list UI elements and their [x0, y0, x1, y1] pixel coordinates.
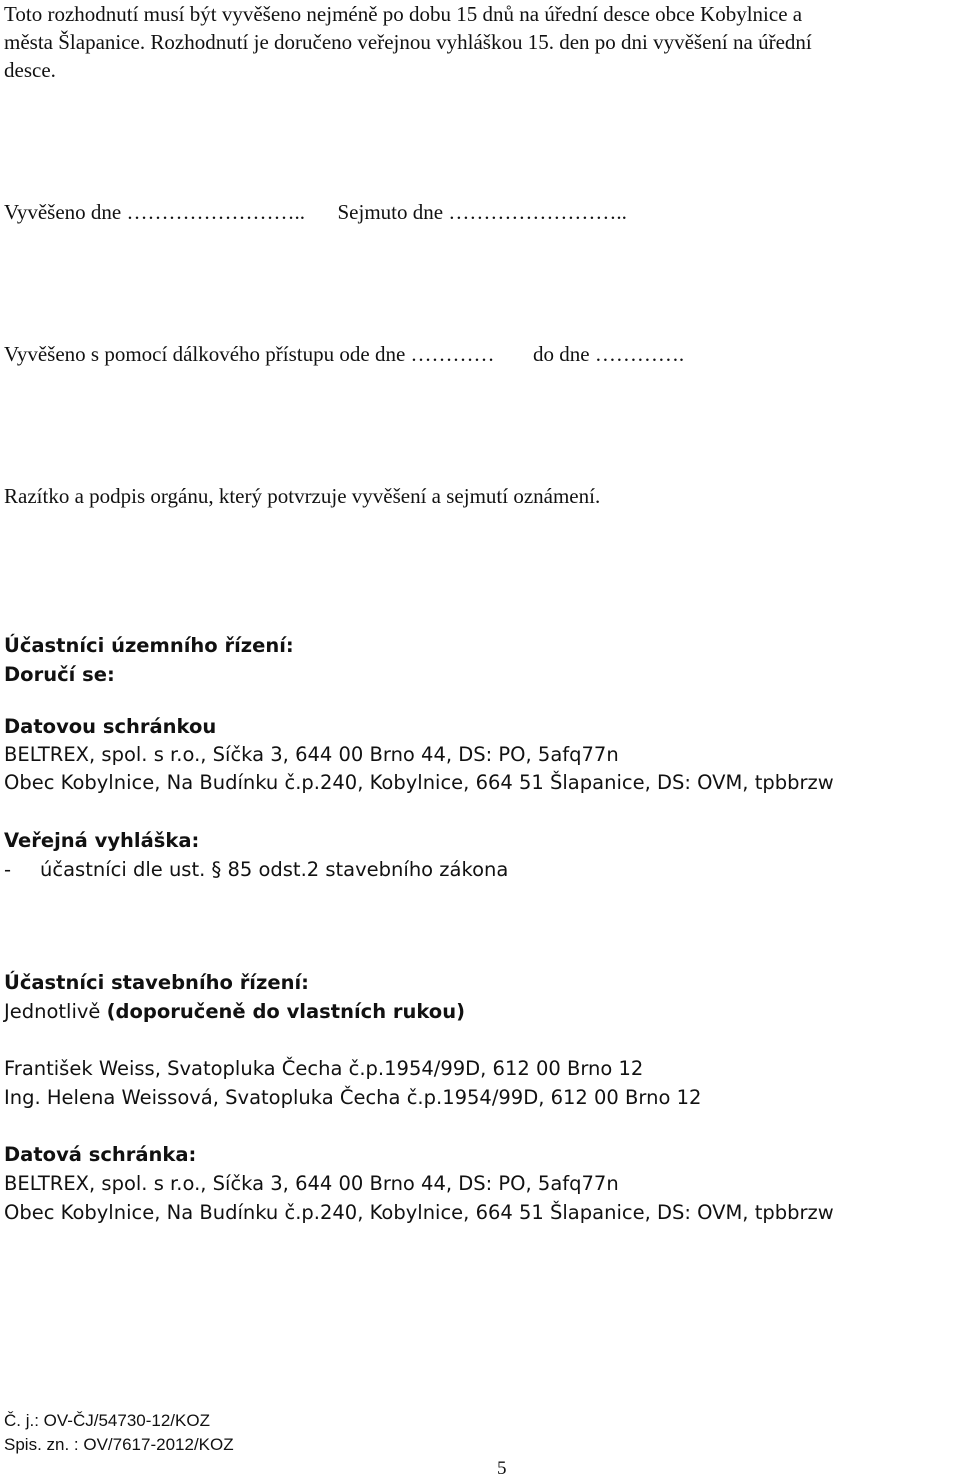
territorial-heading: Účastníci územního řízení: — [4, 634, 294, 657]
individually-prefix: Jednotlivě — [4, 1000, 101, 1023]
remote-label: Vyvěšeno s pomocí dálkového přístupu ode dne — [4, 342, 406, 366]
public-notice-text: účastníci dle ust. § 85 odst.2 stavebního zákona — [40, 858, 509, 881]
building-person-1: František Weiss, Svatopluka Čecha č.p.1954/99D, 612 00 Brno 12 — [4, 1057, 644, 1080]
building-entry-1: BELTREX, spol. s r.o., Síčka 3, 644 00 Brno 44, DS: PO, 5afq77n — [4, 1172, 619, 1195]
page-number: 5 — [497, 1458, 507, 1479]
remote-posting-row — [4, 342, 684, 367]
building-heading: Účastníci stavebního řízení: — [4, 971, 309, 994]
removed-label: Sejmuto dne — [337, 200, 444, 224]
individually-bold: (doporučeně do vlastních rukou) — [106, 1000, 466, 1023]
public-notice-item — [4, 858, 508, 881]
posted-label: Vyvěšeno dne — [4, 200, 122, 224]
territorial-entry-1: BELTREX, spol. s r.o., Síčka 3, 644 00 Brno 44, DS: PO, 5afq77n — [4, 743, 619, 766]
until-label: do dne — [533, 342, 590, 366]
deliver-label: Doručí se: — [4, 663, 115, 686]
public-notice-heading: Veřejná vyhláška: — [4, 829, 200, 852]
intro-line-3: desce. — [4, 58, 56, 82]
territorial-entry-2: Obec Kobylnice, Na Budínku č.p.240, Kobylnice, 664 51 Šlapanice, DS: OVM, tpbbrzw — [4, 771, 834, 794]
list-dash: - — [4, 858, 12, 881]
removed-dots: …………………….. — [448, 200, 627, 224]
building-entry-2: Obec Kobylnice, Na Budínku č.p.240, Kobylnice, 664 51 Šlapanice, DS: OVM, tpbbrzw — [4, 1201, 834, 1224]
databox-heading-2: Datová schránka: — [4, 1143, 197, 1166]
building-person-2: Ing. Helena Weissová, Svatopluka Čecha č.p.1954/99D, 612 00 Brno 12 — [4, 1086, 702, 1109]
intro-line-2: města Šlapanice. Rozhodnutí je doručeno veřejnou vyhláškou 15. den po dni vyvěšení na úřední — [4, 30, 812, 54]
remote-dots: ………… — [410, 342, 495, 366]
until-dots: …………. — [594, 342, 685, 366]
footer-file: Spis. zn. : OV/7617-2012/KOZ — [4, 1435, 234, 1454]
databox-heading: Datovou schránkou — [4, 715, 217, 738]
posting-row — [4, 200, 627, 225]
stamp-text: Razítko a podpis orgánu, který potvrzuje vyvěšení a sejmutí oznámení. — [4, 484, 601, 508]
intro-line-1: Toto rozhodnutí musí být vyvěšeno nejméně po dobu 15 dnů na úřední desce obce Kobylnice a — [4, 2, 803, 26]
posted-dots: …………………….. — [126, 200, 305, 224]
footer-ref: Č. j.: OV-ČJ/54730-12/KOZ — [4, 1411, 210, 1430]
individually-line — [4, 1000, 465, 1023]
